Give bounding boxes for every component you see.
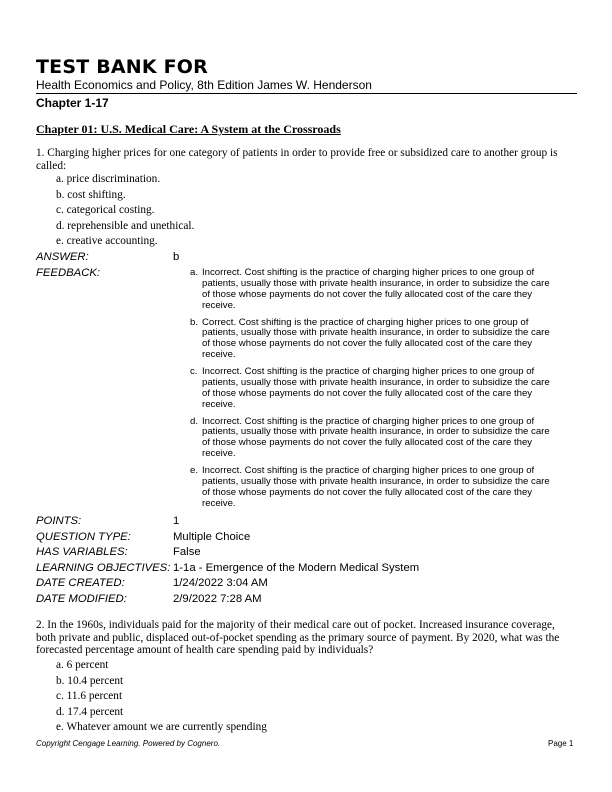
feedback-item-a xyxy=(190,268,558,312)
feedback-item-c xyxy=(190,367,558,411)
feedback-letter: e. xyxy=(190,465,199,477)
question-2-choice-a: a. 6 percent xyxy=(56,659,109,671)
question-2-choice-e: e. Whatever amount we are currently spending xyxy=(56,721,267,733)
has-variables-label: HAS VARIABLES: xyxy=(36,546,128,558)
date-modified-label: DATE MODIFIED: xyxy=(36,593,127,605)
feedback-letter: d. xyxy=(190,415,199,427)
question-1-choice-e: e. creative accounting. xyxy=(56,235,158,247)
feedback-letter: b. xyxy=(190,316,199,328)
feedback-item-d xyxy=(190,417,558,461)
date-modified-value: 2/9/2022 7:28 AM xyxy=(173,593,262,605)
question-2-choice-c: c. 11.6 percent xyxy=(56,690,123,702)
date-created-value: 1/24/2022 3:04 AM xyxy=(173,577,268,589)
points-label: POINTS: xyxy=(36,515,82,527)
question-2-choice-d: d. 17.4 percent xyxy=(56,705,124,718)
question-1-stem: 1. Charging higher prices for one category of patients in order to provide free or subsidized care to another group is called: xyxy=(36,147,558,172)
answer-label: ANSWER: xyxy=(36,251,89,263)
question-2-choices xyxy=(56,659,267,737)
feedback-label: FEEDBACK: xyxy=(36,267,101,279)
feedback-text: Incorrect. Cost shifting is the practice of charging higher prices to one group of patients, usually those with private health insurance, in order to subsidize the care of those whose payments do not cover the fully allocated cost of the care they receive. xyxy=(202,366,550,410)
feedback-letter: c. xyxy=(190,366,198,378)
question-1-choice-a: a. price discrimination. xyxy=(56,173,161,185)
learning-objectives-value: 1-1a - Emergence of the Modern Medical System xyxy=(173,562,420,574)
has-variables-value: False xyxy=(173,546,201,558)
feedback-letter: a. xyxy=(190,267,199,278)
chapter-range: Chapter 1-17 xyxy=(36,96,109,110)
feedback-text: Incorrect. Cost shifting is the practice of charging higher prices to one group of patients, usually those with private health insurance, in order to subsidize the care of those whose payments do not cover the fully allocated cost of the care they receive. xyxy=(202,267,550,311)
copyright-footer: Copyright Cengage Learning. Powered by Cognero. xyxy=(36,739,221,748)
question-type-value: Multiple Choice xyxy=(173,531,251,543)
feedback-list xyxy=(190,268,558,516)
question-2-choice-b: b. 10.4 percent xyxy=(56,674,124,687)
test-bank-banner: TEST BANK FOR xyxy=(36,56,208,78)
question-1-choice-d: d. reprehensible and unethical. xyxy=(56,219,195,232)
question-2-stem: 2. In the 1960s, individuals paid for the majority of their medical care out of pocket. Increased insurance coverage, both private and public, displaced out-of-pocket spending as the primary source of payment. By 2020, what was the forecasted percentage amount of health care spending paid by individuals? xyxy=(36,619,560,656)
header-divider xyxy=(36,93,577,94)
page-number: Page 1 xyxy=(548,739,574,748)
feedback-text: Incorrect. Cost shifting is the practice of charging higher prices to one group of patients, usually those with private health insurance, in order to subsidize the care of those whose payments do not cover the fully allocated cost of the care they receive. xyxy=(202,465,550,509)
question-1-choice-b: b. cost shifting. xyxy=(56,188,126,201)
learning-objectives-label: LEARNING OBJECTIVES: xyxy=(36,562,171,574)
feedback-item-b xyxy=(190,318,558,362)
answer-value: b xyxy=(173,251,180,263)
date-created-label: DATE CREATED: xyxy=(36,577,125,589)
feedback-text: Correct. Cost shifting is the practice of charging higher prices to one group of patients, usually those with private health insurance, in order to subsidize the care of those whose payments do not cover the fully allocated cost of the care they receive. xyxy=(202,316,550,361)
feedback-text: Incorrect. Cost shifting is the practice of charging higher prices to one group of patients, usually those with private health insurance, in order to subsidize the care of those whose payments do not cover the fully allocated cost of the care they receive. xyxy=(202,415,550,460)
question-1-choices xyxy=(56,173,194,251)
points-value: 1 xyxy=(173,515,180,527)
chapter-heading: Chapter 01: U.S. Medical Care: A System at the Crossroads xyxy=(36,122,341,136)
question-type-label: QUESTION TYPE: xyxy=(36,531,131,543)
book-title: Health Economics and Policy, 8th Edition James W. Henderson xyxy=(36,78,372,92)
question-1-choice-c: c. categorical costing. xyxy=(56,204,155,216)
feedback-item-e xyxy=(190,466,558,510)
